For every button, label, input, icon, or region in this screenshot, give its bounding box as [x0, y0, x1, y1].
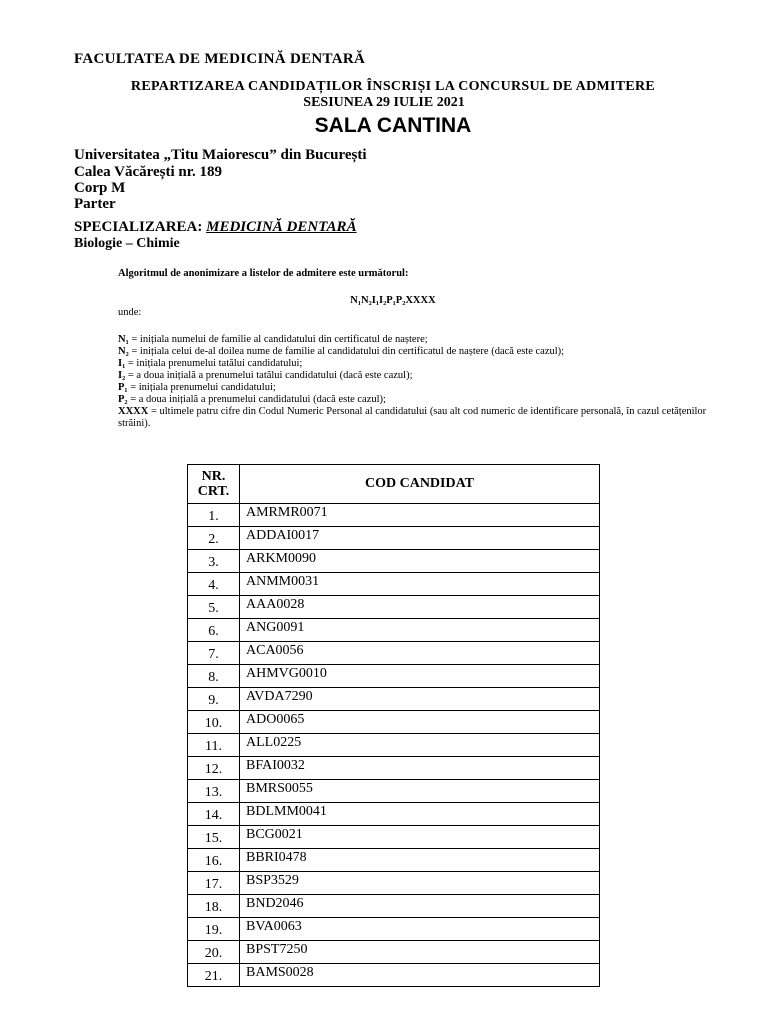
algorithm-legend — [118, 334, 728, 430]
table-row — [188, 941, 600, 964]
candidate-code: ALL0225 — [240, 734, 600, 757]
legend-text: = inițiala numelui de familie al candidatului din certificatul de naștere; — [128, 334, 428, 345]
faculty-name: FACULTATEA DE MEDICINĂ DENTARĂ — [74, 51, 366, 67]
algorithm-formula: N₁N₂I₁I₂P₁P₂XXXX — [350, 295, 436, 306]
table-row — [188, 596, 600, 619]
table-row — [188, 665, 600, 688]
legend-item — [118, 334, 728, 346]
row-number: 6. — [188, 619, 240, 642]
row-number: 11. — [188, 734, 240, 757]
legend-text: = ultimele patru cifre din Codul Numeric Personal al candidatului (sau alt cod numeric de identificare personală, în cazul cetățenilor străini). — [118, 406, 707, 429]
table-row — [188, 688, 600, 711]
candidate-code: BSP3529 — [240, 872, 600, 895]
legend-key: N₁ — [118, 334, 129, 345]
legend-item — [118, 370, 728, 382]
candidate-code: BMRS0055 — [240, 780, 600, 803]
legend-key: I₂ — [118, 370, 126, 381]
candidate-code: BAMS0028 — [240, 964, 600, 987]
row-number: 7. — [188, 642, 240, 665]
legend-text: = inițiala celui de-al doilea nume de familie al candidatului din certificatul de naștere (dacă este cazul); — [128, 346, 565, 357]
candidate-code: AHMVG0010 — [240, 665, 600, 688]
row-number: 5. — [188, 596, 240, 619]
row-number: 18. — [188, 895, 240, 918]
specialization-profile: Biologie – Chimie — [74, 236, 180, 251]
column-header-code: COD CANDIDAT — [240, 465, 600, 504]
candidate-code: BND2046 — [240, 895, 600, 918]
candidate-code: BVA0063 — [240, 918, 600, 941]
legend-key: N₂ — [118, 346, 129, 357]
row-number: 15. — [188, 826, 240, 849]
table-row — [188, 826, 600, 849]
row-number: 4. — [188, 573, 240, 596]
candidate-code: AMRMR0071 — [240, 504, 600, 527]
candidate-code: BPST7250 — [240, 941, 600, 964]
candidate-code: ADDAI0017 — [240, 527, 600, 550]
candidate-code: ADO0065 — [240, 711, 600, 734]
table-header-row — [188, 465, 600, 504]
address-building: Corp M — [74, 180, 126, 196]
candidate-code: ARKM0090 — [240, 550, 600, 573]
row-number: 12. — [188, 757, 240, 780]
row-number: 19. — [188, 918, 240, 941]
specialization — [74, 219, 357, 236]
table-row — [188, 803, 600, 826]
row-number: 20. — [188, 941, 240, 964]
candidate-code: ACA0056 — [240, 642, 600, 665]
legend-text: = inițiala prenumelui tatălui candidatului; — [125, 358, 303, 369]
algorithm-title: Algoritmul de anonimizare a listelor de admitere este următorul: — [118, 268, 409, 279]
row-number: 10. — [188, 711, 240, 734]
candidate-code: BBRI0478 — [240, 849, 600, 872]
row-number: 16. — [188, 849, 240, 872]
legend-key: P₂ — [118, 394, 128, 405]
document-title: REPARTIZAREA CANDIDAȚILOR ÎNSCRIȘI LA CONCURSUL DE ADMITERE — [130, 79, 656, 94]
algorithm-where: unde: — [118, 307, 142, 318]
row-number: 8. — [188, 665, 240, 688]
legend-key: I₁ — [118, 358, 126, 369]
candidate-code: BFAI0032 — [240, 757, 600, 780]
candidate-code: ANMM0031 — [240, 573, 600, 596]
candidate-code: AAA0028 — [240, 596, 600, 619]
row-number: 13. — [188, 780, 240, 803]
legend-item — [118, 346, 728, 358]
candidates-table — [187, 464, 600, 987]
row-number: 3. — [188, 550, 240, 573]
table-row — [188, 619, 600, 642]
table-row — [188, 964, 600, 987]
legend-item — [118, 382, 728, 394]
row-number: 17. — [188, 872, 240, 895]
legend-item — [118, 406, 728, 430]
table-row — [188, 734, 600, 757]
row-number: 1. — [188, 504, 240, 527]
legend-item — [118, 394, 728, 406]
candidate-code: BCG0021 — [240, 826, 600, 849]
address-street: Calea Văcărești nr. 189 — [74, 164, 223, 180]
table-row — [188, 504, 600, 527]
candidate-code: AVDA7290 — [240, 688, 600, 711]
table-row — [188, 895, 600, 918]
row-number: 21. — [188, 964, 240, 987]
table-body — [188, 504, 600, 987]
table-row — [188, 642, 600, 665]
table-row — [188, 711, 600, 734]
specialization-value: MEDICINĂ DENTARĂ — [206, 219, 357, 235]
table-row — [188, 780, 600, 803]
legend-text: = inițiala prenumelui candidatului; — [127, 382, 276, 393]
candidate-code: ANG0091 — [240, 619, 600, 642]
table-row — [188, 550, 600, 573]
row-number: 14. — [188, 803, 240, 826]
column-header-nr: NR. CRT. — [188, 465, 240, 504]
legend-text: = a doua inițială a prenumelui tatălui candidatului (dacă este cazul); — [125, 370, 413, 381]
legend-key: P₁ — [118, 382, 128, 393]
table-row — [188, 527, 600, 550]
table-row — [188, 573, 600, 596]
address-floor: Parter — [74, 196, 116, 212]
candidate-code: BDLMM0041 — [240, 803, 600, 826]
room-name: SALA CANTINA — [314, 114, 472, 137]
legend-text: = a doua inițială a prenumelui candidatului (dacă este cazul); — [127, 394, 386, 405]
table-row — [188, 849, 600, 872]
legend-key: XXXX — [118, 406, 149, 417]
row-number: 9. — [188, 688, 240, 711]
address-university: Universitatea „Titu Maiorescu” din București — [74, 147, 367, 163]
session-date: SESIUNEA 29 IULIE 2021 — [303, 95, 465, 110]
table-row — [188, 872, 600, 895]
table-row — [188, 757, 600, 780]
specialization-label: SPECIALIZAREA: — [74, 219, 203, 235]
legend-item — [118, 358, 728, 370]
table-row — [188, 918, 600, 941]
row-number: 2. — [188, 527, 240, 550]
